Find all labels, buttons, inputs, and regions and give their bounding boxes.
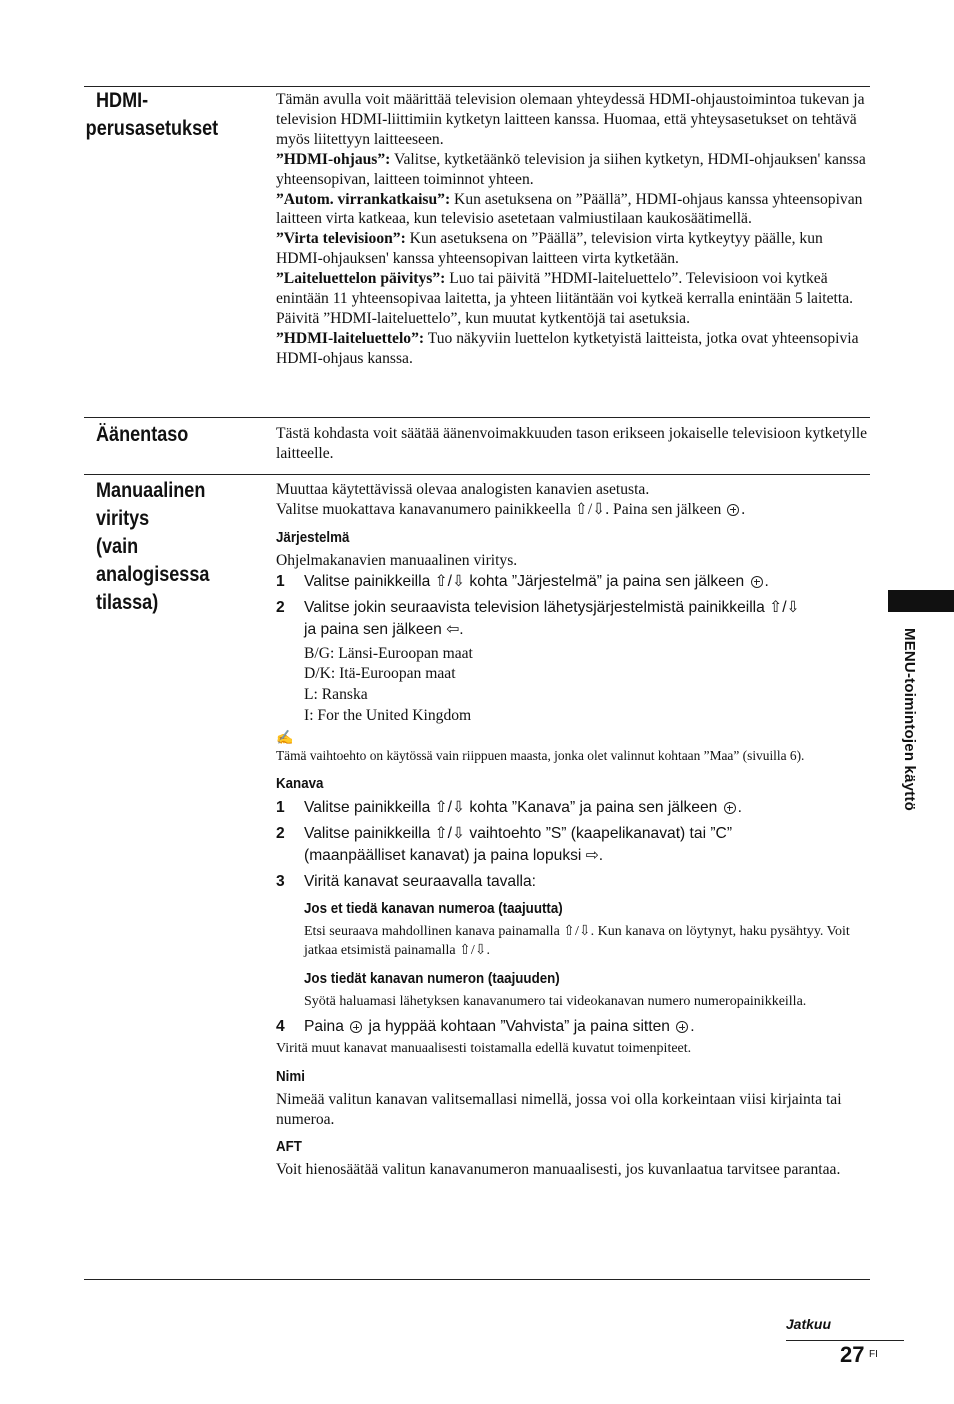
manual-body (276, 480, 870, 1180)
section-divider-bottom (84, 1279, 870, 1280)
up-down-arrows-icon: ⇧/⇩ (574, 500, 606, 518)
right-arrow-icon: ⇨ (585, 846, 599, 864)
system-step-1: 1 Valitse painikkeilla ⇧/⇩ kohta ”Järjestelmä” ja paina sen jälkeen . (276, 572, 769, 590)
section-divider-volume (84, 474, 870, 475)
hdmi-item: ”Autom. virrankatkaisu”: Kun asetuksena on ”Päällä”, HDMI-ohjaus kanssa yhteensopivan laitteen virta katkeaa, kun televisio asetetaan valmiustilaan kaukosäätimellä. (276, 190, 863, 228)
up-down-arrows-icon: ⇧/⇩ (434, 798, 466, 816)
hdmi-item: ”Laiteluettelon päivitys”: Luo tai päivitä ”HDMI-laiteluettelo”. Televisioon voi kytkeä enintään 11 yhteensopivaa laitetta, ja yhteen liitäntään voi kytkeä kerralla enintään 5 laitetta. Päivitä ”HDMI-laiteluettelo”, kun muutat kytkentöjä tai asetuksia. (276, 270, 854, 327)
manual-heading: Manuaalinen viritys (vain analogisessa tilassa) (96, 479, 210, 614)
page-language: FI (869, 1349, 878, 1360)
channel-unknown-text: Etsi seuraava mahdollinen kanava painamalla ⇧/⇩. Kun kanava on löytynyt, haku pysähtyy. Voit jatkaa etsimistä painamalla ⇧/⇩. (304, 923, 850, 959)
hdmi-heading-line2: perusasetukset (85, 117, 219, 140)
system-options (276, 644, 870, 726)
channel-unknown-title: Jos et tiedä kanavan numeroa (taajuutta) (304, 900, 563, 917)
enter-button-icon (724, 802, 736, 814)
hdmi-item: ”HDMI-ohjaus”: Valitse, kytketäänkö television ja siihen kytketyn, HDMI-ohjauksen' kanssa yhteensopivan, laitteen toiminnot yhteen. (276, 150, 866, 188)
hdmi-body (276, 90, 870, 369)
up-down-arrows-icon: ⇧/⇩ (434, 824, 466, 842)
enter-button-icon (751, 576, 763, 588)
enter-button-icon (727, 504, 739, 516)
channel-step-1: 1 Valitse painikkeilla ⇧/⇩ kohta ”Kanava” ja paina sen jälkeen . (276, 798, 743, 816)
name-title: Nimi (276, 1068, 305, 1085)
hdmi-item: ”HDMI-laiteluettelo”: Tuo näkyviin luettelon kytketyistä laitteista, jotka ovat yhteensopivia HDMI-ohjaus kanssa. (276, 329, 859, 367)
name-text: Nimeää valitun kanavan valitsemallasi nimellä, jossa voi olla korkeintaan viisi kirjainta tai numeroa. (276, 1090, 842, 1128)
list-item: B/G: Länsi-Euroopan maat (304, 644, 473, 662)
hdmi-heading-line1: HDMI- (96, 89, 149, 112)
up-down-arrows-icon: ⇧/⇩ (459, 943, 487, 959)
aft-title: AFT (276, 1139, 302, 1156)
aft-text: Voit hienosäätää valitun kanavanumeron manuaalisesti, jos kuvanlaatua tarvitsee parantaa. (276, 1161, 841, 1179)
left-arrow-icon: ⇦ (446, 620, 460, 638)
volume-heading (96, 421, 234, 449)
chapter-side-label: MENU-toimintojen käyttö (901, 628, 918, 811)
channel-step-3: 3 Viritä kanavat seuraavalla tavalla: (276, 872, 537, 890)
list-item: D/K: Itä-Euroopan maat (304, 665, 456, 683)
up-down-arrows-icon: ⇧/⇩ (434, 572, 466, 590)
volume-heading-text: Äänentaso (96, 423, 189, 446)
channel-repeat-note: Viritä muut kanavat manuaalisesti toistamalla edellä kuvatut toimenpiteet. (276, 1041, 692, 1057)
channel-step-4: 4 Paina ja hyppää kohtaan ”Vahvista” ja paina sitten . (276, 1018, 695, 1036)
channel-title: Kanava (276, 775, 324, 792)
volume-body (276, 424, 870, 464)
chapter-tab-marker (888, 590, 954, 612)
channel-known-title: Jos tiedät kanavan numeron (taajuuden) (304, 970, 560, 987)
page-number: 27 (840, 1342, 865, 1367)
hdmi-heading (85, 87, 234, 143)
list-item: L: Ranska (304, 685, 368, 703)
manual-intro: Muuttaa käytettävissä olevaa analogisten kanavien asetusta. (276, 481, 650, 498)
up-down-arrows-icon: ⇧/⇩ (769, 598, 800, 616)
channel-step-2: 2 Valitse painikkeilla ⇧/⇩ vaihtoehto ”S” (kaapelikanavat) tai ”C” (maanpäälliset kanavat) ja paina lopuksi ⇨. (276, 824, 733, 864)
hdmi-intro: Tämän avulla voit määrittää television olemaan yhteydessä HDMI-ohjaustoimintoa tukevan ja television HDMI-liittimiin kytketyn laitteen kanssa. Huomaa, että yhteysasetukset on tehtävä myös liitettyyn laitteeseen. (276, 91, 865, 148)
note-pencil-icon: ✍ (276, 731, 294, 747)
enter-button-icon (676, 1021, 688, 1033)
channel-known-text: Syötä haluamasi lähetyksen kanavanumero tai videokanavan numero numeropainikkeilla. (304, 993, 807, 1009)
system-step-2: 2 Valitse jokin seuraavista television lähetysjärjestelmistä painikkeilla ⇧/⇩ ja paina sen jälkeen ⇦. (276, 598, 800, 638)
enter-button-icon (350, 1021, 362, 1033)
manual-intro-2: Valitse muokattava kanavanumero painikkeella ⇧/⇩. Paina sen jälkeen . (276, 500, 746, 518)
system-desc: Ohjelmakanavien manuaalinen viritys. (276, 551, 518, 569)
section-divider-hdmi (84, 417, 870, 418)
volume-text: Tästä kohdasta voit säätää äänenvoimakkuuden tason erikseen jokaiselle televisioon kytketylle laitteelle. (276, 425, 868, 462)
hdmi-item: ”Virta televisioon”: Kun asetuksena on ”Päällä”, television virta kytkeytyy päälle, kun HDMI-ohjauksen' kanssa yhteensopivan laitteen virta kytketään. (276, 230, 823, 268)
system-note: Tämä vaihtoehto on käytössä vain riippuen maasta, jonka olet valinnut kohtaan ”Maa” (sivuilla 6). (276, 748, 805, 764)
up-down-arrows-icon: ⇧/⇩ (563, 923, 591, 939)
list-item: I: For the United Kingdom (304, 706, 472, 724)
channel-unknown (276, 899, 870, 1012)
system-title: Järjestelmä (276, 529, 350, 546)
continues-label: Jatkuu (785, 1316, 831, 1332)
